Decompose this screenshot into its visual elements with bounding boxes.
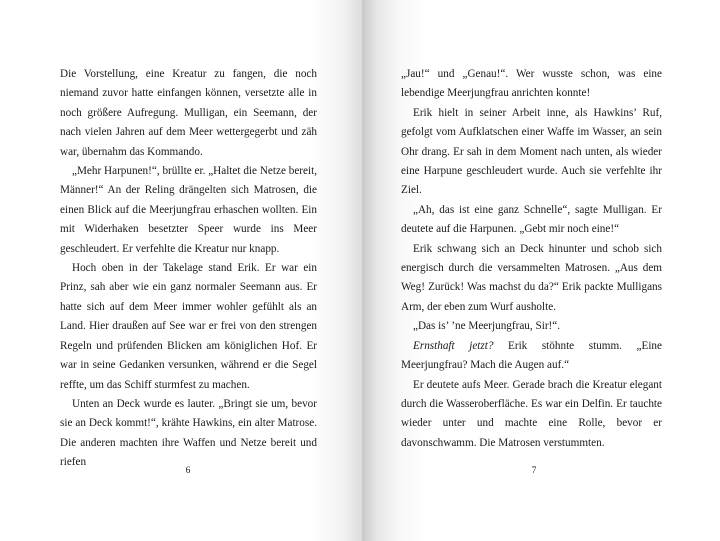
paragraph: Unten an Deck wurde es lauter. „Bringt sie um, bevor sie an Deck kommt!“, krähte Hawkins, ein alter Matrose. Die anderen machten ihre Waffen und Netze bereit und riefen bbox=[60, 397, 317, 469]
paragraph: „Ah, das ist eine ganz Schnelle“, sagte Mulligan. Er deutete auf die Harpunen. „Gebt mir noch eine!“ bbox=[401, 203, 662, 236]
paragraph: Er deutete aufs Meer. Gerade brach die Kreatur elegant durch die Wasseroberfläche. Es war ein Delfin. Er tauchte wieder unter und machte eine Rolle, bevor er davonschwamm. Die Matrosen verstummten. bbox=[401, 378, 662, 449]
paragraph: „Jau!“ und „Genau!“. Wer wusste schon, was eine lebendige Meerjungfrau anrichten konnte! bbox=[401, 68, 662, 100]
paragraph: Erik schwang sich an Deck hinunter und schob sich energisch durch die versammelten Matrosen. „Aus dem Weg! Zurück! Was machst du da?“ Erik packte Mulligans Arm, der eben zum Wurf ausholte. bbox=[401, 242, 662, 313]
paragraph bbox=[401, 337, 662, 376]
left-page-text bbox=[60, 65, 317, 473]
paragraph: Die Vorstellung, eine Kreatur zu fangen, die noch niemand zuvor hatte einfangen können, versetzte alle in noch größere Aufregung. Mulligan, ein Seemann, der nach vielen Jahren auf dem Meer wettergegerbt und zäh war, übernahm das Kommando. bbox=[60, 68, 317, 158]
emphasis-text: Ernsthaft jetzt? bbox=[413, 339, 494, 352]
paragraph: Hoch oben in der Takelage stand Erik. Er war ein Prinz, sah aber wie ein ganz normaler Seemann aus. Er hatte sich auf dem Meer immer wohler gefühlt als an Land. Hier draußen auf See war er frei von den strengen Regeln und prüfenden Blicken am königlichen Hof. Er war in seine Gedanken versunken, während er die Segel reffte, um das Schiff sturmfest zu machen. bbox=[60, 262, 317, 391]
paragraph: „Das is’ ’ne Meerjungfrau, Sir!“. bbox=[413, 320, 561, 333]
paragraph-text: Erik stöhnte stumm. „Eine Meerjungfrau? Mach die Augen auf.“ bbox=[401, 339, 662, 372]
right-page bbox=[362, 0, 720, 541]
page-number: 6 bbox=[185, 466, 191, 476]
paragraph: Erik hielt in seiner Arbeit inne, als Hawkins’ Ruf, gefolgt vom Aufklatschen einer Waffe im Wasser, an sein Ohr drang. Er sah in dem Moment nach unten, als wieder eine Harpune geschleudert wurde. Auch sie verfehlte ihr Ziel. bbox=[401, 106, 662, 197]
paragraph: „Mehr Harpunen!“, brüllte er. „Haltet die Netze bereit, Männer!“ An der Reling drängelten sich Matrosen, die einen Blick auf die Meerjungfrau erhaschen wollten. Ein mit Widerhaken besetzter Speer wurde ins Meer geschleudert. Er verfehlte die Kreatur nur knapp. bbox=[60, 165, 317, 255]
page-number: 7 bbox=[531, 466, 537, 476]
right-page-text bbox=[401, 65, 662, 453]
